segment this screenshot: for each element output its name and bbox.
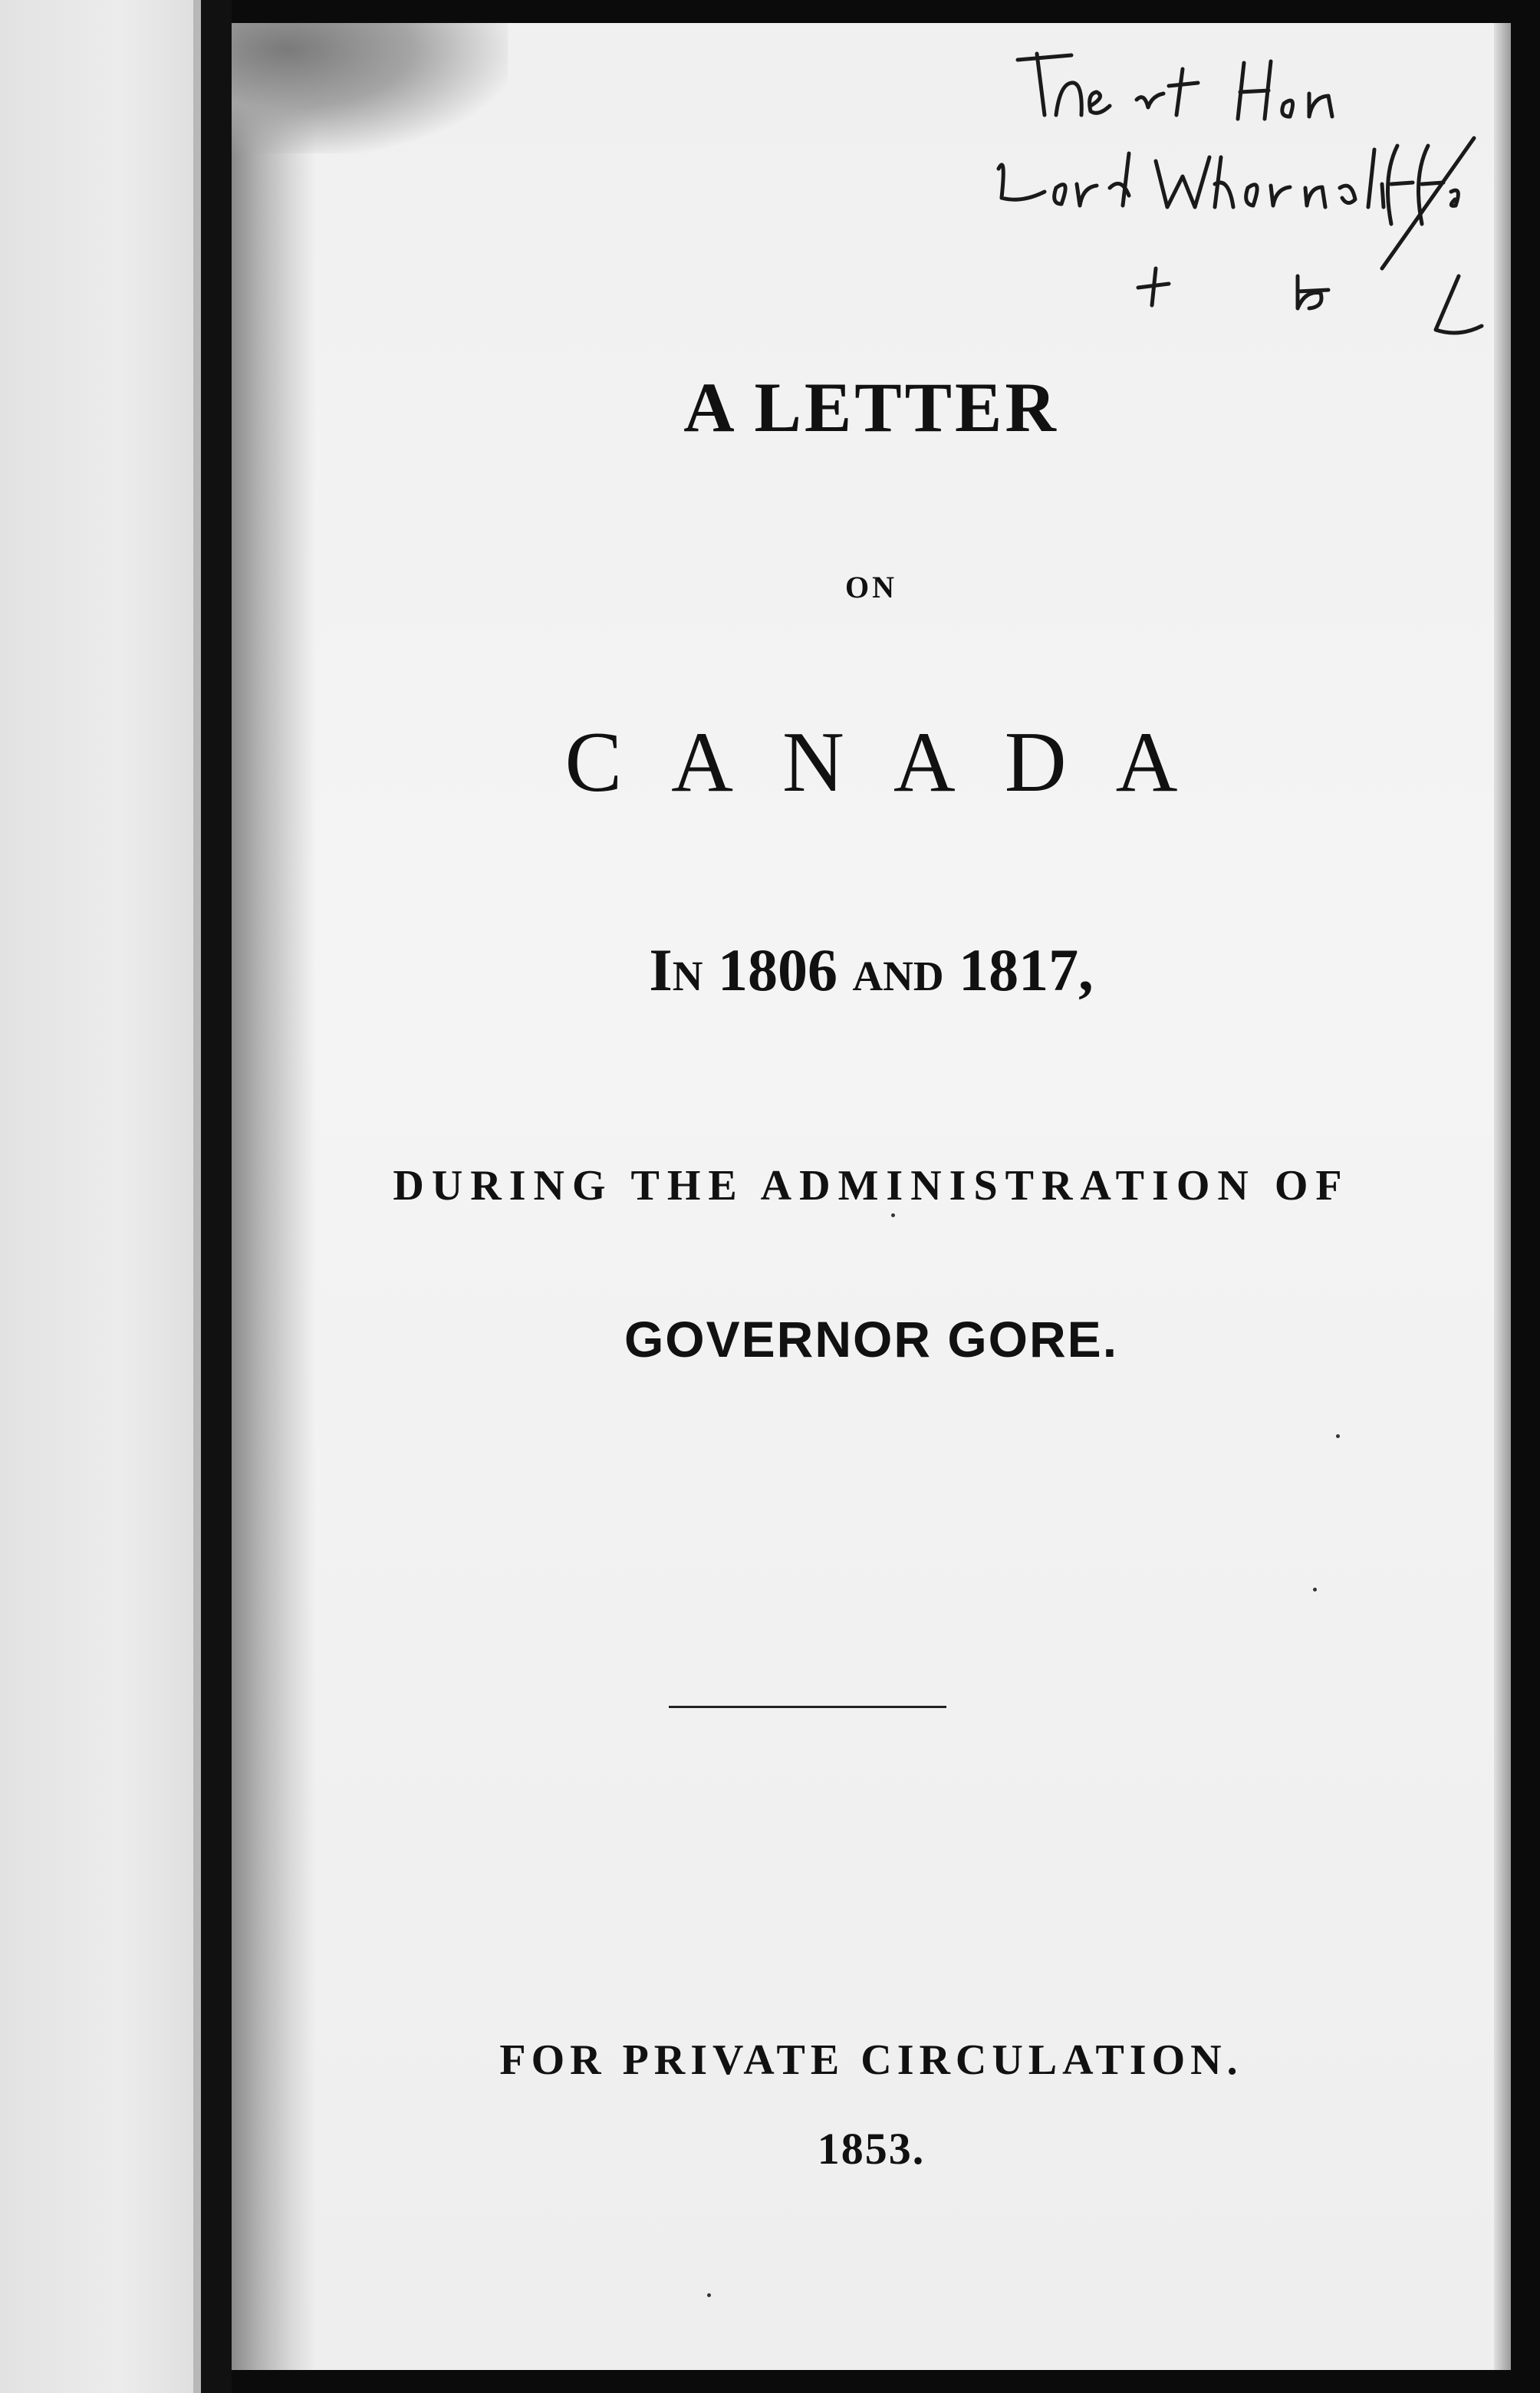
print-speck [1313,1588,1317,1591]
print-speck [707,2293,711,2297]
title-canada: CANADA [564,715,1227,810]
handwritten-inscription [768,23,1505,353]
private-circulation-line: FOR PRIVATE CIRCULATION. [499,2036,1243,2084]
title-page [232,23,1511,2370]
title-a-letter: A LETTER [683,368,1059,446]
title-governor-gore: GOVERNOR GORE. [624,1311,1119,1368]
print-speck [891,1213,895,1217]
facing-page-edge [0,0,201,2393]
water-stain-top [232,23,508,153]
title-years: In 1806 and 1817, [649,936,1094,1003]
horizontal-rule [669,1706,946,1708]
publication-date: 1853. [817,2124,926,2174]
title-during-administration: DURING THE ADMINISTRATION OF [393,1162,1350,1210]
book-gutter [201,0,232,2393]
print-speck [1336,1434,1340,1438]
title-on: ON [845,570,897,604]
